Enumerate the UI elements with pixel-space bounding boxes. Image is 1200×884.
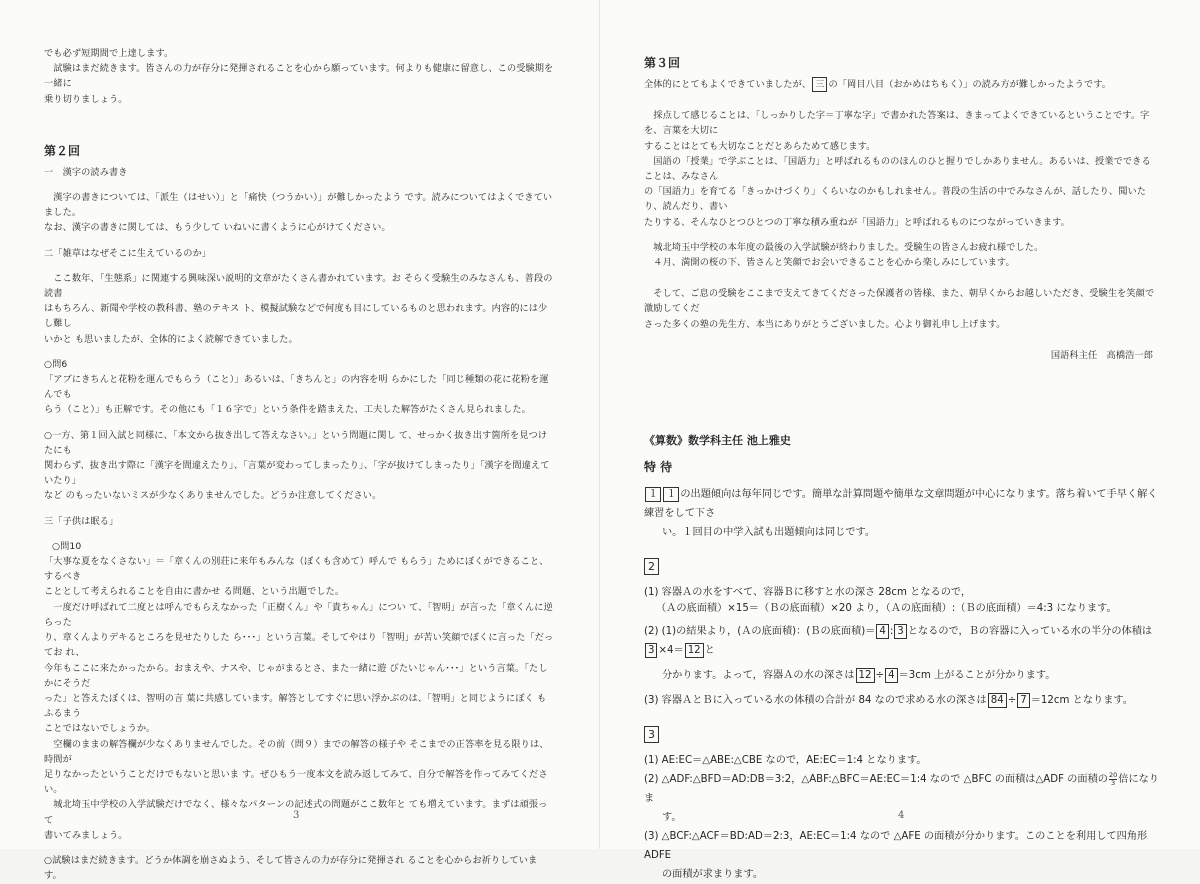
question-3-box: 三	[812, 77, 827, 92]
math-q2-2a: (2) (1)の結果より，(Ａの底面積)：(Ｂの底面積)＝ 4 : 3 となるので，Ｂの容器に入っている水の半分の体積は3 ×4＝ 12 と	[644, 626, 1153, 657]
q10-body-9: 足りなかったということだけでもないと思いま す。ぜひもう一度本文を読み返してみて、自分で解答を作ってみてください。	[44, 768, 548, 796]
math-q1-line-1: １ １ の出題傾向は毎年同じです。簡単な計算問題や簡単な文章問題が中心になります。落ち着いて手早く解く練習をして下さ	[644, 489, 1158, 520]
math-q2-3: (3) 容器ＡとＢに入っている水の体積の合計が 84 なので求める水の深さは 84 ÷ 7 ＝12cm となります。	[644, 695, 1133, 707]
math-q3-label: 3	[644, 726, 1159, 745]
q10-body-2: こととして考えられることを自由に書かせ る問題、という出題でした。	[44, 586, 345, 598]
kanji-body-1: 漢字の書きについては、「派生（はせい）」と「痛快（つうかい）」が難しかったよう です。読みについてはよくできていました。	[44, 192, 553, 219]
right-page	[600, 0, 1200, 881]
round3-para-3: 国語の「授業」で学ぶことは、「国語力」と呼ばれるもののほんのひと握りでしかありません。あるいは、授業でできることは、みなさん	[644, 155, 1151, 183]
closing-line: ○試験はまだ続きます。どうか体調を崩さぬよう、そして皆さんの力が存分に発揮され ることを心からお祈りしています。	[44, 854, 538, 882]
q10-body-7: ことではないでしょうか。	[44, 723, 156, 735]
q10-body-3: 一度だけ呼ばれて二度とは呼んでもらえなかった「正樹くん」や「貴ちゃん」につい て、「智明」が言った「章くんに逆らった	[44, 601, 553, 628]
round3-para-5: たりする、そんなひとつひとつの丁寧な積み重ねが「国語力」と呼ばれるものにつながっていきます。	[644, 216, 1070, 228]
weeds-body-1: ここ数年、「生態系」に関連する興味深い説明的文章がたくさん書かれています。お そらく受験生のみなさんも、普段の読書	[44, 272, 553, 300]
page-number-left: 3	[293, 810, 300, 821]
extraction-note-2: 関わらず、抜き出す際に「漢字を間違えたり」、「言葉が変わってしまったり」、「字が抜けてしまったり」「漢字を間違えていたり」	[44, 460, 550, 487]
thanks-2: さった多くの塾の先生方、本当にありがとうございました。心より御礼申し上げます。	[644, 318, 1006, 330]
thanks-1: そして、ご息の受験をここまで支えてきてくださった保護者の皆様、また、朝早くからお越しいただき、受験生を笑顔で激励してくだ	[644, 288, 1155, 315]
q10-body-4: り、章くんよりデキるところを見せたりした ら･･･」という言葉。そしてやはり「智明」が苦い笑顔でぼくに言った「だってお れ、	[44, 632, 554, 659]
round3-summary: 全体的にとてもよくできていましたが、 三 の「岡目八目（おかめはちもく）」の読み方が難しかったようです。	[644, 79, 1112, 90]
intro-line-2: 試験はまだ続きます。皆さんの力が存分に発揮されることを心から願っています。何よりも健康に留意し、この受験期を一緒に	[44, 63, 554, 90]
math-q3-1: (1) AE:EC＝△ABE:△CBE なので，AE:EC＝1:4 となります。	[644, 755, 927, 767]
q10-body-1: 「大事な夏をなくさない」＝「章くんの別荘に来年もみんな（ぼくも含めて）呼んで もらう」ためにぼくができること、するべき	[44, 556, 549, 583]
left-column	[44, 46, 554, 883]
math-q3-2: (2) △ADF:△BFD＝AD:DB＝3:2，△ABF:△BFC＝AE:EC＝1:4 なので △BFC の面積は△ADF の面積の $\frac{20}{3}$ 倍になりま	[644, 770, 1159, 805]
section-heading-round-3: 第３回	[644, 56, 681, 70]
kanji-section-title: 一 漢字の読み書き	[44, 166, 128, 178]
round3-end-1: 城北埼玉中学校の本年度の最後の入学試験が終わりました。受験生の皆さんお疲れ様でした。	[644, 241, 1044, 253]
math-q2-label: 2	[644, 558, 1159, 577]
q10-body-10: 城北埼玉中学校の入学試験だけでなく、様々なパターンの記述式の問題がここ数年と ても増えています。まずは頑張って	[44, 799, 548, 826]
children-section-title: 三「子供は眠る」	[44, 515, 119, 527]
extraction-note-1: ○一方、第１回入試と同様に、「本文から抜き出して答えなさい。」という問題に関し て、せっかく抜き出す箇所を見つけたにも	[44, 429, 548, 456]
page-number-right: 4	[898, 810, 905, 821]
section-heading-round-2: 第２回	[44, 143, 81, 158]
round3-para-1: 採点して感じることは、「しっかりした字＝丁寧な字」で書かれた答案は、きまってよくできているということです。字を、言葉を大切に	[644, 110, 1150, 137]
q10-label: ○問10	[52, 540, 82, 552]
q10-body-5: 今年もここに来たかったから。おまえや、ナスや、じゃがまるとさ、また一緒に遊 びたいじゃん･･･」という言葉。「たしかにそうだ	[44, 662, 548, 689]
japanese-chief-signature: 国語科主任 高橋浩一郎	[1050, 349, 1153, 361]
q6-body-2: らう（こと）」も正解です。その他にも「１６字で」という条件を踏まえた、工夫した解答がたくさん見られました。	[44, 404, 531, 416]
math-section-title: 《算数》数学科主任 池上雅史	[644, 434, 791, 448]
q10-body-6: った」と答えたぼくは、智明の言 葉に共感しています。解答としてすぐに思い浮かぶのは、「智明」と同じようにぼく もふるまう	[44, 692, 547, 720]
math-q1-line-2: い。１回目の中学入試も出題傾向は同じです。	[662, 527, 876, 539]
math-q2-1a: (1) 容器Ａの水をすべて、容器Ｂに移すと水の深さ 28cm となるので，	[644, 587, 972, 599]
math-q3-3a: (3) △BCF:△ACF＝BD:AD＝2:3，AE:EC＝1:4 なので △AFE の面積が分かります。このことを利用して四角形 ADFE	[644, 831, 1148, 862]
round3-para-2: することはとても大切なことだとあらためて感じます。	[644, 140, 876, 152]
intro-line-3: 乗り切りましょう。	[44, 93, 128, 105]
math-q3-3b: の面積が求まります。	[662, 869, 764, 881]
weeds-body-3: いかと も思いましたが、全体的によく読解できていました。	[44, 333, 298, 345]
right-column	[644, 55, 1159, 884]
kanji-body-2: なお、漢字の書きに関しては、もう少して いねいに書くように心がけてください。	[44, 222, 391, 234]
math-q2-2b: 分かります。よって，容器Ａの水の深さは 12 ÷ 4 ＝3cm 上がることが分かります。	[662, 670, 1056, 682]
round3-para-4: の「国語力」を育てる「きっかけづくり」くらいなのかもしれません。普段の生活の中でみなさんが、話したり、聞いたり、読んだり、書い	[644, 186, 1147, 213]
fraction-20-3: $\frac{20}{3}$	[1108, 770, 1118, 787]
q10-body-8: 空欄のままの解答欄が少なくありませんでした。その前（問９）までの解答の様子や そこまでの正答率を見る限りは、時間が	[44, 738, 549, 765]
math-q2-1b: （Ａの底面積）×15＝（Ｂの底面積）×20 より，（Ａの底面積）:（Ｂの底面積）＝4:3 になります。	[656, 603, 1117, 615]
q6-body-1: 「アブにきちんと花粉を運んでもらう（こと）」あるいは、「きちんと」の内容を明 らかにした「同じ種類の花に花粉を運んでも	[44, 374, 549, 401]
weeds-section-title: 二「雑草はなぜそこに生えているのか」	[44, 247, 212, 259]
weeds-body-2: はもちろん、新聞や学校の教科書、塾のテキス ト、模擬試験などで何度も目にしているものと思われます。内容的には少し難し	[44, 303, 548, 330]
round3-end-2: ４月、満開の桜の下、皆さんと笑顔でお会いできることを心から楽しみにしています。	[644, 257, 1015, 269]
math-q3-2-cont: す。	[662, 812, 682, 824]
q6-label: ○問6	[44, 358, 68, 370]
tokutai-heading: 特 待	[644, 460, 673, 475]
left-page	[0, 0, 600, 882]
extraction-note-3: など のもったいないミスが少なくありませんでした。どうか注意してください。	[44, 490, 382, 502]
intro-line-1: でも必ず短期間で上達します。	[44, 48, 174, 59]
q10-body-11: 書いてみましょう。	[44, 829, 128, 841]
